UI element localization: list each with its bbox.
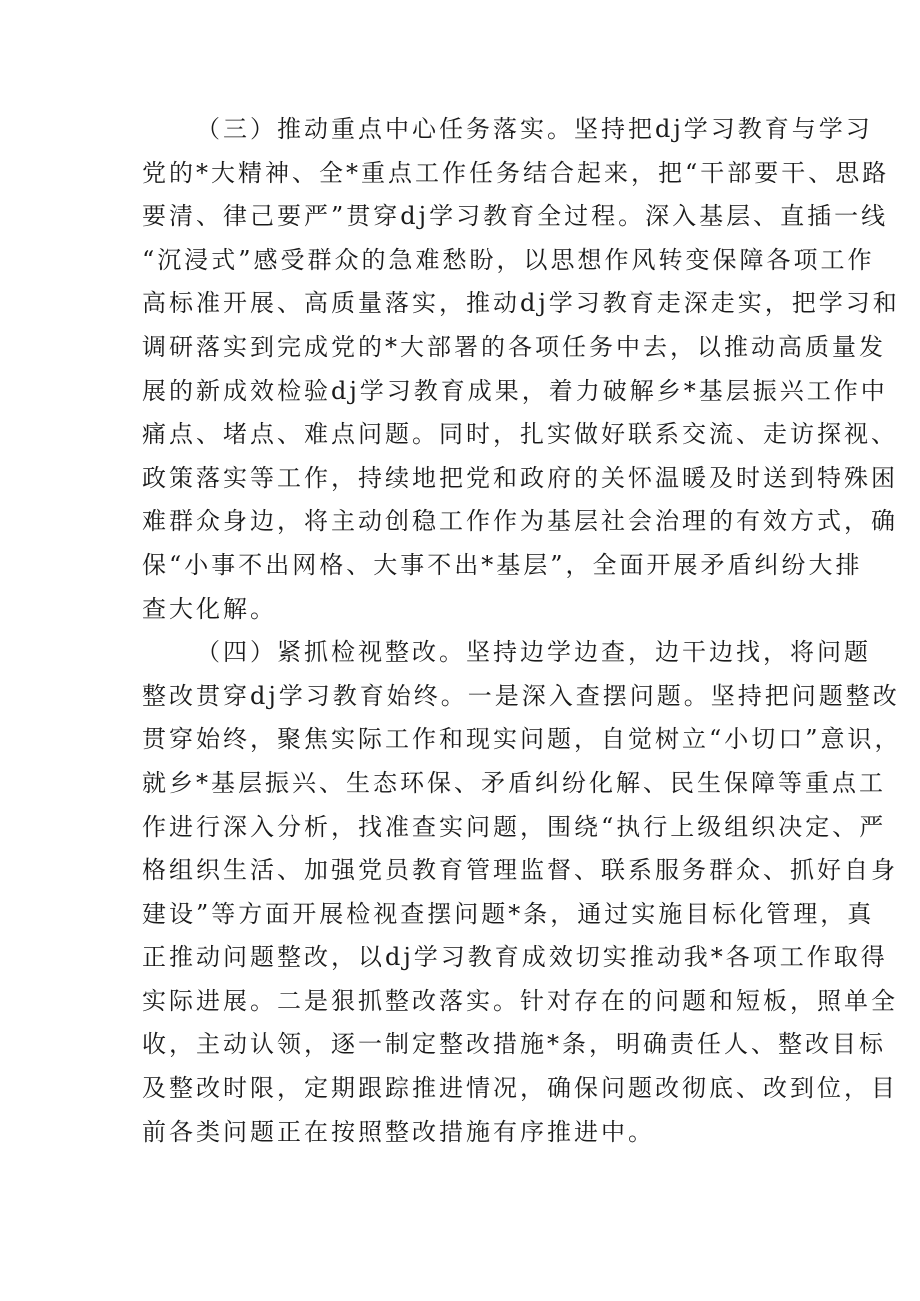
paragraph-line: 实际进展。二是狠抓整改落实。针对存在的问题和短板，照单全 xyxy=(142,986,898,1015)
paragraph-line: 保“小事不出网格、大事不出*基层”，全面开展矛盾纠纷大排 xyxy=(142,550,863,579)
paragraph-line: 要清、律己要严”贯穿dj学习教育全过程。深入基层、直插一线 xyxy=(142,202,889,231)
paragraph-line: 及整改时限，定期跟踪推进情况，确保问题改彻底、改到位，目 xyxy=(142,1074,898,1103)
paragraph-line: 难群众身边，将主动创稳工作作为基层社会治理的有效方式，确 xyxy=(142,507,898,536)
paragraph-line: 政策落实等工作，持续地把党和政府的关怀温暖及时送到特殊困 xyxy=(142,463,898,492)
paragraph-line: （四）紧抓检视整改。坚持边学边查，边干边找，将问题 xyxy=(196,638,871,667)
paragraph-line: 贯穿始终，聚焦实际工作和现实问题，自觉树立“小切口”意识， xyxy=(142,725,902,754)
paragraph-line: 格组织生活、加强党员教育管理监督、联系服务群众、抓好自身 xyxy=(142,856,898,885)
paragraph-line: 收，主动认领，逐一制定整改措施*条，明确责任人、整改目标 xyxy=(142,1030,886,1059)
paragraph-line: （三）推动重点中心任务落实。坚持把dj学习教育与学习 xyxy=(196,115,873,143)
paragraph-line: 前各类问题正在按照整改措施有序推进中。 xyxy=(142,1117,655,1146)
paragraph-line: 正推动问题整改，以dj学习教育成效切实推动我*各项工作取得 xyxy=(142,943,888,972)
paragraph-line: 作进行深入分析，找准查实问题，围绕“执行上级组织决定、严 xyxy=(142,812,887,841)
paragraph-line: 就乡*基层振兴、生态环保、矛盾纠纷化解、民生保障等重点工 xyxy=(142,768,886,797)
paragraph-line: “沉浸式”感受群众的急难愁盼，以思想作风转变保障各项工作 xyxy=(142,245,875,274)
paragraph-line: 查大化解。 xyxy=(142,594,277,623)
paragraph-3 xyxy=(142,108,900,631)
document-body xyxy=(142,108,902,1154)
paragraph-line: 高标准开展、高质量落实，推动dj学习教育走深走实，把学习和 xyxy=(142,289,900,318)
paragraph-line: 整改贯穿dj学习教育始终。一是深入查摆问题。坚持把问题整改 xyxy=(142,681,900,710)
paragraph-line: 党的*大精神、全*重点工作任务结合起来，把“干部要干、思路 xyxy=(142,158,890,187)
paragraph-4 xyxy=(142,631,902,1154)
paragraph-line: 痛点、堵点、难点问题。同时，扎实做好联系交流、走访探视、 xyxy=(142,420,898,449)
paragraph-line: 展的新成效检验dj学习教育成果，着力破解乡*基层振兴工作中 xyxy=(142,376,888,405)
paragraph-line: 调研落实到完成党的*大部署的各项任务中去，以推动高质量发 xyxy=(142,332,886,361)
paragraph-line: 建设”等方面开展检视查摆问题*条，通过实施目标化管理，真 xyxy=(142,899,875,928)
